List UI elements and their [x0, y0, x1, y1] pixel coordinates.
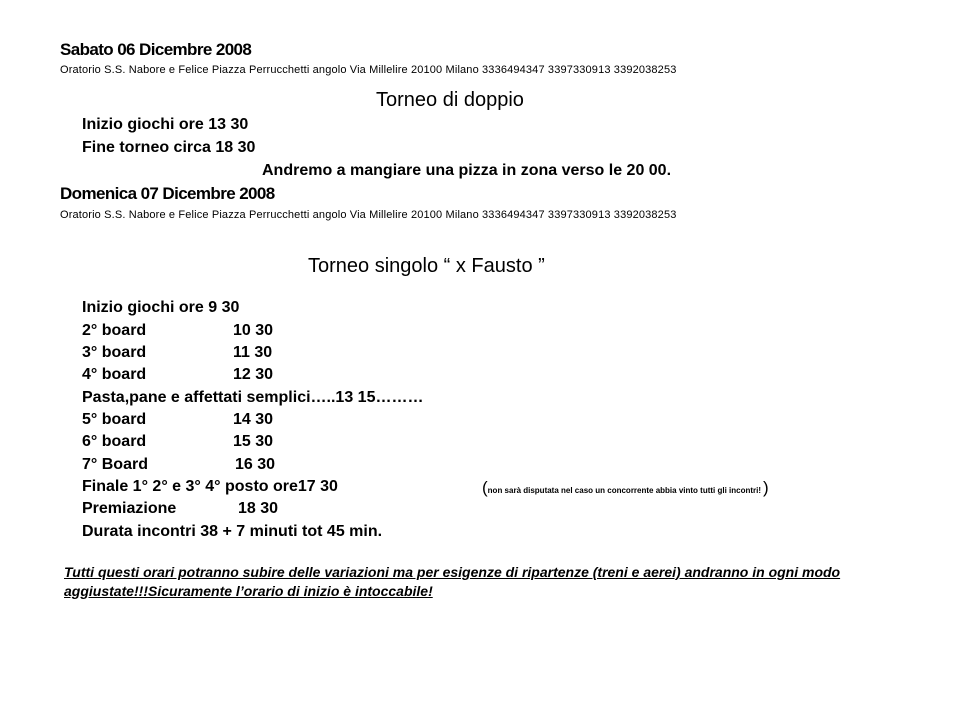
schedule-row-board5 [82, 411, 382, 431]
finals-note-close: ) [763, 478, 769, 497]
board7-label: 7° Board [82, 456, 148, 473]
awards-label: Premiazione [82, 500, 177, 517]
board5-time: 14 30 [233, 411, 274, 428]
saturday-title: Torneo di doppio [376, 89, 524, 111]
saturday-dinner: Andremo a mangiare una pizza in zona verso le 20 00. [262, 162, 672, 179]
schedule-row-awards [82, 500, 382, 520]
lunch-break: Pasta,pane e affettati semplici…..13 15……… [82, 389, 424, 406]
board7-time: 16 30 [235, 456, 276, 473]
schedule-row-board6 [82, 433, 382, 453]
saturday-venue: Oratorio S.S. Nabore e Felice Piazza Perrucchetti angolo Via Millelire 20100 Milano 3336494347 3397330913 3392038253 [60, 64, 677, 76]
sunday-venue: Oratorio S.S. Nabore e Felice Piazza Perrucchetti angolo Via Millelire 20100 Milano 3336494347 3397330913 3392038253 [60, 209, 677, 221]
sunday-start: Inizio giochi ore 9 30 [82, 299, 240, 316]
sunday-date: Domenica 07 Dicembre 2008 [60, 184, 275, 203]
schedule-row-board3 [82, 344, 382, 364]
board4-label: 4° board [82, 366, 147, 383]
board3-label: 3° board [82, 344, 147, 361]
schedule-row-board4 [82, 366, 382, 386]
schedule-row-board7 [82, 456, 382, 476]
match-duration: Durata incontri 38 + 7 minuti tot 45 min. [82, 523, 383, 540]
board2-label: 2° board [82, 322, 147, 339]
board6-label: 6° board [82, 433, 147, 450]
awards-time: 18 30 [238, 500, 279, 517]
board2-time: 10 30 [233, 322, 274, 339]
board6-time: 15 30 [233, 433, 274, 450]
schedule-row-board2 [82, 322, 382, 342]
finals-note-text: non sarà disputata nel caso un concorrente abbia vinto tutti gli incontri! [487, 486, 762, 495]
sunday-title: Torneo singolo “ x Fausto ” [308, 255, 545, 277]
board3-time: 11 30 [233, 344, 273, 361]
finals-line: Finale 1° 2° e 3° 4° posto ore17 30 [82, 478, 338, 495]
board5-label: 5° board [82, 411, 147, 428]
saturday-date: Sabato 06 Dicembre 2008 [60, 40, 252, 59]
saturday-end: Fine torneo circa 18 30 [82, 139, 256, 156]
footer-note: Tutti questi orari potranno subire delle variazioni ma per esigenze di ripartenze (treni e aerei) andranno in ogni modo aggiustate!!!Sicuramente l’orario di inizio è intoccabile! [64, 564, 841, 599]
saturday-start: Inizio giochi ore 13 30 [82, 116, 249, 133]
finals-note [482, 478, 769, 498]
board4-time: 12 30 [233, 366, 274, 383]
finals-note-open: ( [482, 478, 488, 497]
